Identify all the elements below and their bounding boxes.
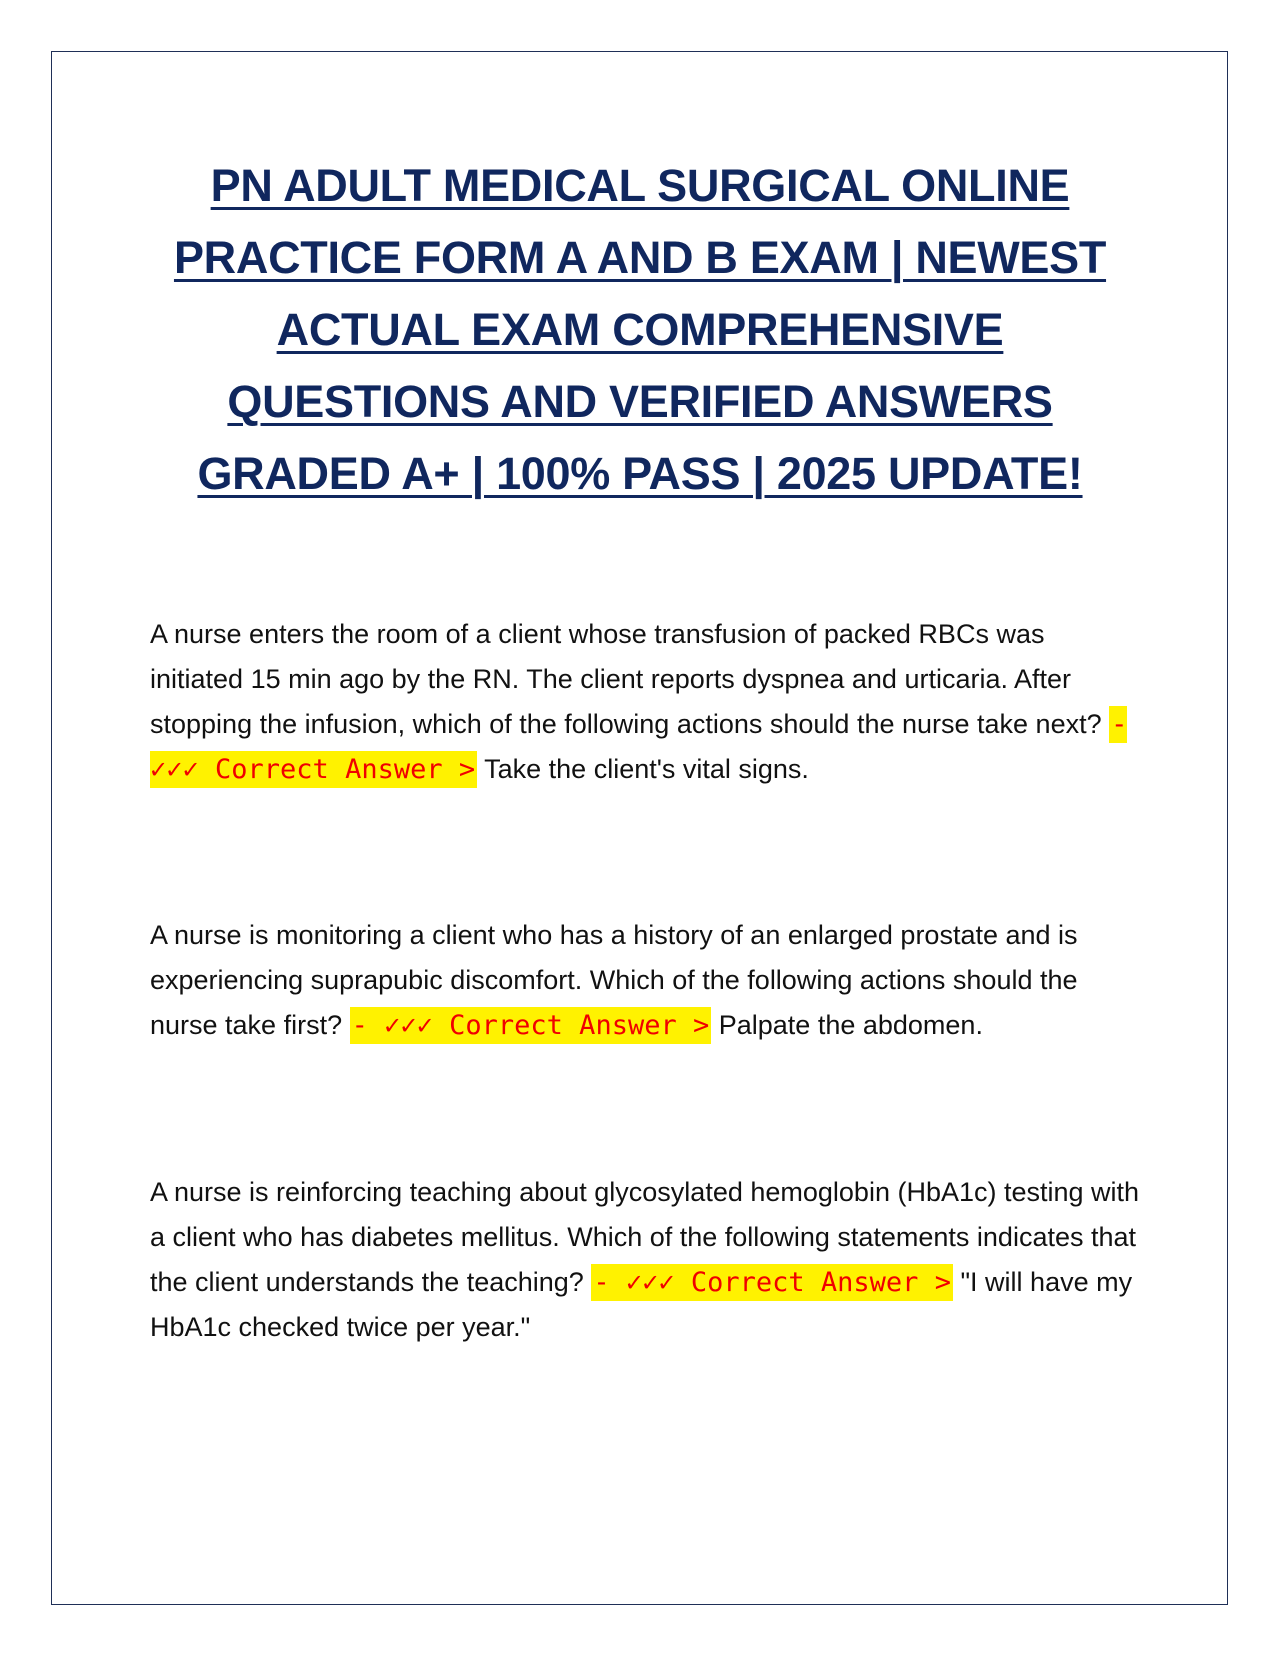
title-line-1: PN ADULT MEDICAL SURGICAL ONLINE — [210, 160, 1070, 211]
question-text: A nurse is reinforcing teaching about glycosylated hemoglobin (HbA1c) testing with a client who has diabetes mellitus. Which of the following statements indicates that the client understands the teaching? — [150, 1177, 1140, 1297]
title-line-5: GRADED A+ | 100% PASS | 2025 UPDATE! — [197, 448, 1083, 499]
qa-item-1 — [150, 612, 1140, 792]
correct-answer-marker: - ✓✓✓ Correct Answer > — [350, 1007, 712, 1044]
qa-item-3 — [150, 1170, 1140, 1350]
answer-text: "I will have my HbA1c checked twice per year." — [150, 1267, 1133, 1342]
question-text: A nurse is monitoring a client who has a history of an enlarged prostate and is experiencing suprapubic discomfort. Which of the following actions should the nurse take first? — [150, 920, 1078, 1040]
qa-item-2 — [150, 913, 1140, 1048]
question-text: A nurse enters the room of a client whose transfusion of packed RBCs was initiated 15 min ago by the RN. The client reports dyspnea and urticaria. After stopping the infusion, which of the following actions should the nurse take next? — [150, 619, 1102, 739]
correct-answer-marker: - ✓✓✓ Correct Answer > — [591, 1264, 953, 1301]
document-title — [120, 150, 1160, 510]
correct-answer-marker: - ✓✓✓ Correct Answer > — [150, 706, 1127, 788]
title-line-4: QUESTIONS AND VERIFIED ANSWERS — [227, 376, 1053, 427]
answer-text: Palpate the abdomen. — [718, 1010, 983, 1040]
answer-text: Take the client's vital signs. — [484, 754, 809, 784]
title-line-2: PRACTICE FORM A AND B EXAM | NEWEST — [173, 232, 1107, 283]
title-line-3: ACTUAL EXAM COMPREHENSIVE — [276, 304, 1004, 355]
